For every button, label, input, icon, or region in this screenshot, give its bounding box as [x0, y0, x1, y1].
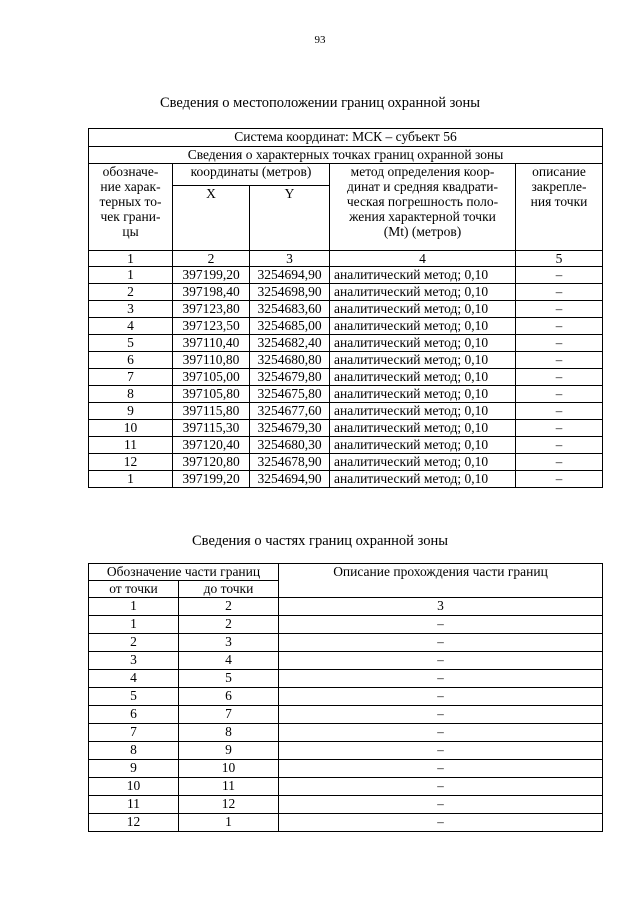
table-row [89, 352, 603, 369]
column-number: 1 [89, 251, 173, 267]
method-cell: аналитический метод; 0,10 [330, 437, 516, 454]
point-id-cell: 11 [89, 437, 173, 454]
table-row [89, 454, 603, 471]
from-point-cell: 3 [89, 652, 179, 670]
x-coordinate-cell: 397115,80 [173, 403, 250, 420]
y-coordinate-cell: 3254679,80 [250, 369, 330, 386]
method-cell: аналитический метод; 0,10 [330, 454, 516, 471]
x-coordinate-cell: 397199,20 [173, 471, 250, 488]
table-row [89, 634, 603, 652]
from-point-cell: 6 [89, 706, 179, 724]
from-point-cell: 1 [89, 616, 179, 634]
table-row [89, 420, 603, 437]
table-row [89, 318, 603, 335]
fixing-cell: – [516, 369, 603, 386]
y-coordinate-cell: 3254682,40 [250, 335, 330, 352]
from-point-cell: 12 [89, 814, 179, 832]
column-numbers-row [89, 251, 603, 267]
description-cell: – [279, 760, 603, 778]
to-point-cell: 8 [179, 724, 279, 742]
method-cell: аналитический метод; 0,10 [330, 284, 516, 301]
header-coordinates: координаты (метров) [173, 164, 330, 186]
fixing-cell: – [516, 284, 603, 301]
method-cell: аналитический метод; 0,10 [330, 267, 516, 284]
y-coordinate-cell: 3254685,00 [250, 318, 330, 335]
to-point-cell: 9 [179, 742, 279, 760]
fixing-cell: – [516, 471, 603, 488]
table-row [89, 670, 603, 688]
x-coordinate-cell: 397105,00 [173, 369, 250, 386]
point-id-cell: 12 [89, 454, 173, 471]
header-to: до точки [179, 581, 279, 598]
point-id-cell: 5 [89, 335, 173, 352]
fixing-cell: – [516, 318, 603, 335]
table-row [89, 796, 603, 814]
column-numbers-row [89, 598, 603, 616]
description-cell: – [279, 688, 603, 706]
y-coordinate-cell: 3254675,80 [250, 386, 330, 403]
method-cell: аналитический метод; 0,10 [330, 420, 516, 437]
from-point-cell: 11 [89, 796, 179, 814]
y-coordinate-cell: 3254680,80 [250, 352, 330, 369]
point-id-cell: 1 [89, 267, 173, 284]
header-from: от точки [89, 581, 179, 598]
column-number: 5 [516, 251, 603, 267]
column-number: 2 [173, 251, 250, 267]
y-coordinate-cell: 3254677,60 [250, 403, 330, 420]
x-coordinate-cell: 397120,80 [173, 454, 250, 471]
y-coordinate-cell: 3254698,90 [250, 284, 330, 301]
header-description: Описание прохождения части границ [279, 564, 603, 598]
to-point-cell: 12 [179, 796, 279, 814]
description-cell: – [279, 814, 603, 832]
fixing-cell: – [516, 437, 603, 454]
page-number: 93 [314, 34, 326, 46]
x-coordinate-cell: 397123,50 [173, 318, 250, 335]
column-number: 1 [89, 598, 179, 616]
point-id-cell: 7 [89, 369, 173, 386]
to-point-cell: 11 [179, 778, 279, 796]
to-point-cell: 10 [179, 760, 279, 778]
description-cell: – [279, 724, 603, 742]
table-row [89, 335, 603, 352]
method-cell: аналитический метод; 0,10 [330, 301, 516, 318]
method-cell: аналитический метод; 0,10 [330, 335, 516, 352]
to-point-cell: 6 [179, 688, 279, 706]
table-row [89, 706, 603, 724]
points-subtitle: Сведения о характерных точках границ охранной зоны [89, 147, 603, 164]
description-cell: – [279, 778, 603, 796]
method-cell: аналитический метод; 0,10 [330, 386, 516, 403]
to-point-cell: 4 [179, 652, 279, 670]
x-coordinate-cell: 397199,20 [173, 267, 250, 284]
y-coordinate-cell: 3254683,60 [250, 301, 330, 318]
point-id-cell: 1 [89, 471, 173, 488]
boundary-parts-table [88, 563, 603, 832]
table-row [89, 724, 603, 742]
to-point-cell: 5 [179, 670, 279, 688]
header-part: Обозначение части границ [89, 564, 279, 581]
description-cell: – [279, 742, 603, 760]
description-cell: – [279, 616, 603, 634]
column-number: 2 [179, 598, 279, 616]
description-cell: – [279, 652, 603, 670]
boundary-points-table [88, 128, 603, 488]
section1-title: Сведения о местоположении границ охранной зоны [159, 95, 480, 111]
point-id-cell: 9 [89, 403, 173, 420]
table-row [89, 267, 603, 284]
table-row [89, 369, 603, 386]
table-row [89, 688, 603, 706]
to-point-cell: 2 [179, 616, 279, 634]
to-point-cell: 7 [179, 706, 279, 724]
x-coordinate-cell: 397110,40 [173, 335, 250, 352]
table-row [89, 652, 603, 670]
point-id-cell: 8 [89, 386, 173, 403]
header-fixing: описание закрепле- ния точки [516, 164, 603, 251]
description-cell: – [279, 634, 603, 652]
description-cell: – [279, 706, 603, 724]
x-coordinate-cell: 397120,40 [173, 437, 250, 454]
method-cell: аналитический метод; 0,10 [330, 471, 516, 488]
point-id-cell: 4 [89, 318, 173, 335]
from-point-cell: 4 [89, 670, 179, 688]
point-id-cell: 3 [89, 301, 173, 318]
description-cell: – [279, 670, 603, 688]
section2-title: Сведения о частях границ охранной зоны [192, 533, 448, 549]
column-number: 3 [279, 598, 603, 616]
fixing-cell: – [516, 335, 603, 352]
fixing-cell: – [516, 386, 603, 403]
table-row [89, 403, 603, 420]
column-number: 4 [330, 251, 516, 267]
to-point-cell: 1 [179, 814, 279, 832]
point-id-cell: 6 [89, 352, 173, 369]
y-coordinate-cell: 3254678,90 [250, 454, 330, 471]
table-row [89, 778, 603, 796]
table-row [89, 437, 603, 454]
table-row [89, 742, 603, 760]
table-row [89, 760, 603, 778]
fixing-cell: – [516, 267, 603, 284]
header-method: метод определения коор- динат и средняя квадрати- ческая погрешность поло- жения характерной точки (Mt) (метров) [330, 164, 516, 251]
y-coordinate-cell: 3254694,90 [250, 471, 330, 488]
from-point-cell: 7 [89, 724, 179, 742]
method-cell: аналитический метод; 0,10 [330, 403, 516, 420]
table-row [89, 284, 603, 301]
header-x: X [173, 186, 250, 251]
point-id-cell: 2 [89, 284, 173, 301]
header-y: Y [250, 186, 330, 251]
from-point-cell: 9 [89, 760, 179, 778]
table-row [89, 301, 603, 318]
fixing-cell: – [516, 301, 603, 318]
y-coordinate-cell: 3254694,90 [250, 267, 330, 284]
point-id-cell: 10 [89, 420, 173, 437]
x-coordinate-cell: 397115,30 [173, 420, 250, 437]
from-point-cell: 5 [89, 688, 179, 706]
to-point-cell: 3 [179, 634, 279, 652]
table-row [89, 471, 603, 488]
from-point-cell: 10 [89, 778, 179, 796]
x-coordinate-cell: 397123,80 [173, 301, 250, 318]
description-cell: – [279, 796, 603, 814]
header-point: обозначе- ние харак- терных то- чек грани- цы [89, 164, 173, 251]
from-point-cell: 2 [89, 634, 179, 652]
table-row [89, 386, 603, 403]
from-point-cell: 8 [89, 742, 179, 760]
method-cell: аналитический метод; 0,10 [330, 318, 516, 335]
fixing-cell: – [516, 454, 603, 471]
x-coordinate-cell: 397198,40 [173, 284, 250, 301]
table-row [89, 814, 603, 832]
x-coordinate-cell: 397110,80 [173, 352, 250, 369]
coord-system-header: Система координат: МСК – субъект 56 [89, 129, 603, 147]
method-cell: аналитический метод; 0,10 [330, 352, 516, 369]
table-row [89, 616, 603, 634]
x-coordinate-cell: 397105,80 [173, 386, 250, 403]
y-coordinate-cell: 3254679,30 [250, 420, 330, 437]
y-coordinate-cell: 3254680,30 [250, 437, 330, 454]
fixing-cell: – [516, 420, 603, 437]
column-number: 3 [250, 251, 330, 267]
method-cell: аналитический метод; 0,10 [330, 369, 516, 386]
fixing-cell: – [516, 403, 603, 420]
fixing-cell: – [516, 352, 603, 369]
